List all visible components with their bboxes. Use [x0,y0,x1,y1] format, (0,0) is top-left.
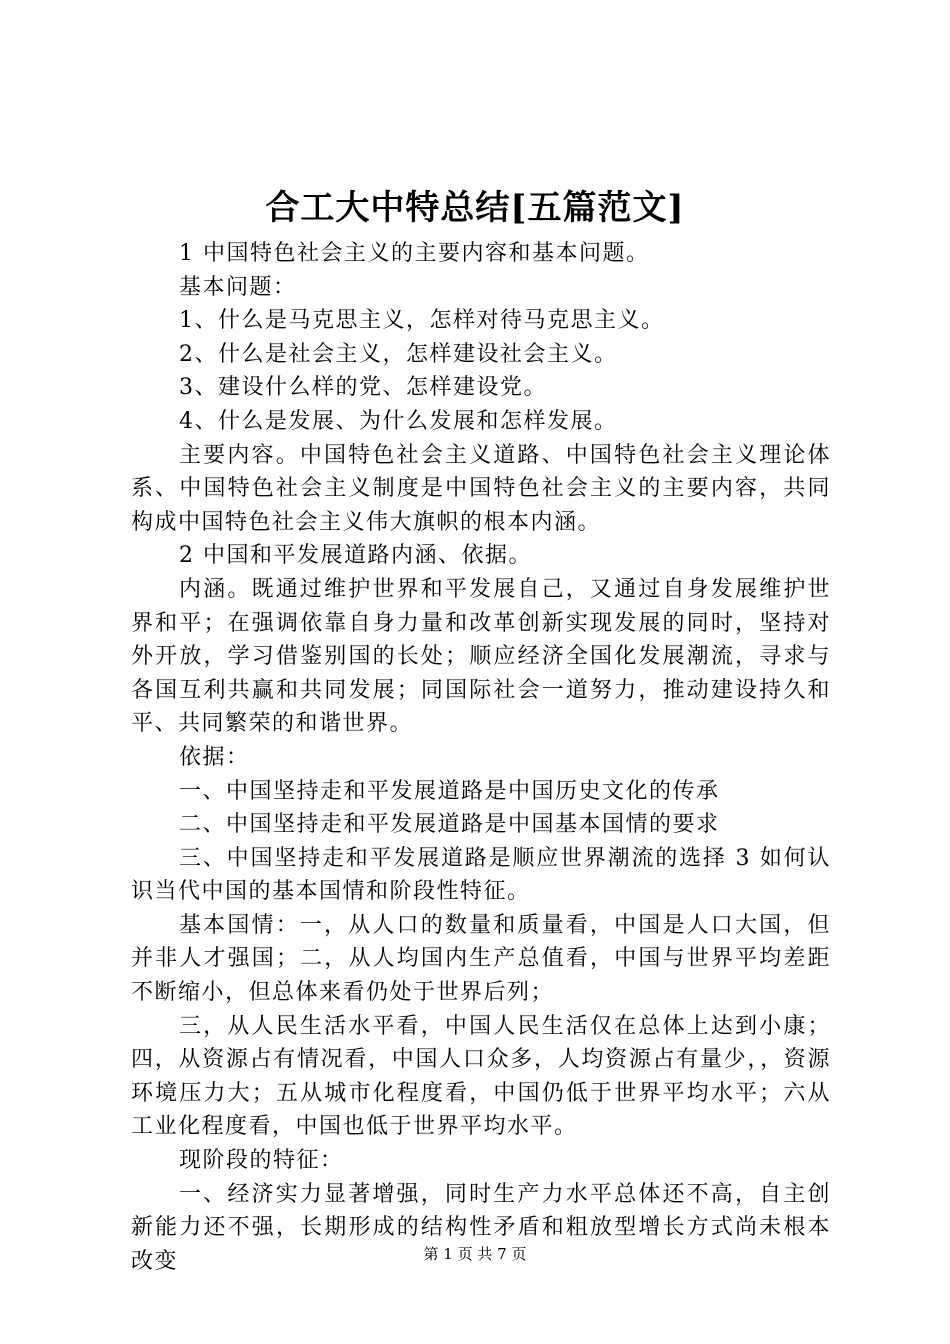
paragraph: 基本国情：一，从人口的数量和质量看，中国是人口大国，但并非人才强国；二，从人均国内生产总值看，中国与世界平均差距不断缩小，但总体来看仍处于世界后列； [131,912,831,1006]
paragraph: 3、建设什么样的党、怎样建设党。 [179,375,547,401]
paragraph: 二、中国坚持走和平发展道路是中国基本国情的要求 [179,812,720,838]
paragraph: 4、什么是发展、为什么发展和怎样发展。 [179,408,618,434]
paragraph: 现阶段的特征： [179,1148,344,1174]
paragraph: 基本问题： [179,274,297,300]
paragraph: 2、什么是社会主义，怎样建设社会主义。 [179,341,618,367]
paragraph: 一、经济实力显著增强，同时生产力水平总体还不高，自主创新能力还不强，长期形成的结构性矛盾和粗放型增长方式尚未根本改变 [131,1181,831,1274]
paragraph: 1、什么是马克思主义，怎样对待马克思主义。 [179,308,665,334]
paragraph: 三、中国坚持走和平发展道路是顺应世界潮流的选择 3 如何认识当代中国的基本国情和阶段性特征。 [131,845,831,905]
paragraph: 1 中国特色社会主义的主要内容和基本问题。 [179,241,650,266]
document-title: 合工大中特总结[五篇范文] [265,188,685,228]
paragraph: 2 中国和平发展道路内涵、依据。 [179,543,532,569]
paragraph: 内涵。既通过维护世界和平发展自己，又通过自身发展维护世界和平；在强调依靠自身力量和改革创新实现发展的同时，坚持对外开放，学习借鉴别国的长处；顺应经济全国化发展潮流，寻求与各国互利共赢和共同发展；同国际社会一道努力，推动建设持久和平、共同繁荣的和谐世界。 [131,576,831,737]
page-footer: 第 1 页 共 7 页 [423,1245,527,1263]
paragraph: 主要内容。中国特色社会主义道路、中国特色社会主义理论体系、中国特色社会主义制度是中国特色社会主义的主要内容，共同构成中国特色社会主义伟大旗帜的根本内涵。 [131,442,831,535]
paragraph: 依据： [179,744,250,770]
paragraph: 一、中国坚持走和平发展道路是中国历史文化的传承 [179,778,720,804]
document-body [131,237,831,1278]
paragraph: 三，从人民生活水平看，中国人民生活仅在总体上达到小康；四，从资源占有情况看，中国人口众多，人均资源占有量少，，资源环境压力大；五从城市化程度看，中国仍低于世界平均水平；六从工业化程度看，中国也低于世界平均水平。 [131,1013,831,1140]
